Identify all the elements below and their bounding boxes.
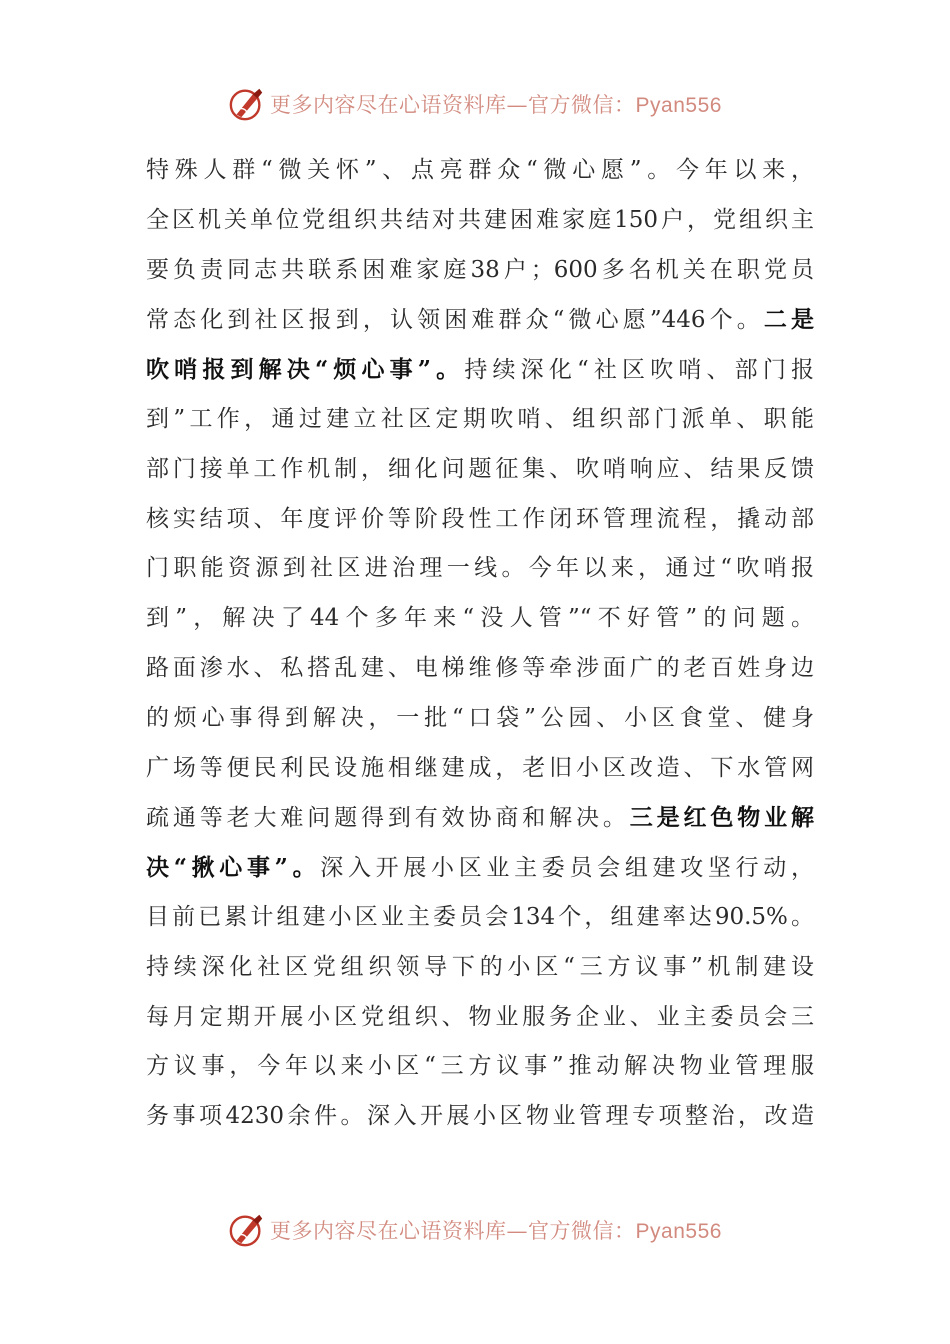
text-segment: 方议事，今年以来小区“三方议事”推动解决物业管理服 xyxy=(146,1053,814,1080)
text-line xyxy=(146,744,814,794)
text-line xyxy=(146,345,814,395)
text-segment: 到”工作，通过建立社区定期吹哨、组织部门派单、职能 xyxy=(146,405,814,432)
banner-text xyxy=(270,1215,722,1245)
text-line xyxy=(146,1092,814,1142)
header-banner xyxy=(0,84,950,124)
text-segment: 要负责同志共联系困难家庭38户；600多名机关在职党员 xyxy=(146,256,814,283)
pen-logo-icon xyxy=(228,85,266,123)
text-line xyxy=(146,544,814,594)
pen-logo-icon xyxy=(228,1211,266,1249)
text-line xyxy=(146,295,814,345)
text-segment: 到”，解决了44个多年来“没人管”“不好管”的问题。 xyxy=(146,605,814,632)
bold-heading-segment: 吹哨报到解决“烦心事”。 xyxy=(146,356,465,384)
text-segment: 务事项4230余件。深入开展小区物业管理专项整治，改造 xyxy=(146,1103,814,1130)
text-line xyxy=(146,445,814,495)
text-segment: 持续深化社区党组织领导下的小区“三方议事”机制建设 xyxy=(146,953,814,980)
text-line xyxy=(146,943,814,993)
text-segment: 目前已累计组建小区业主委员会134个，组建率达90.5%。 xyxy=(146,903,814,930)
bold-heading-segment: 三是红色物业解 xyxy=(629,804,814,832)
document-body xyxy=(146,146,814,1142)
text-line xyxy=(146,495,814,545)
text-segment: 常态化到社区报到，认领困难群众“微心愿”446个。 xyxy=(146,307,764,334)
text-segment: 疏通等老大难问题得到有效协商和解决。 xyxy=(146,805,630,832)
text-line xyxy=(146,1042,814,1092)
banner-wechat-id: Pyan556 xyxy=(635,1220,722,1243)
text-line xyxy=(146,843,814,893)
bold-heading-segment: 二是 xyxy=(763,306,814,334)
text-line xyxy=(146,694,814,744)
text-line xyxy=(146,793,814,843)
text-segment: 门职能资源到社区进治理一线。今年以来，通过“吹哨报 xyxy=(146,555,814,582)
text-segment: 路面渗水、私搭乱建、电梯维修等牵涉面广的老百姓身边 xyxy=(146,654,814,681)
text-line xyxy=(146,146,814,196)
banner-text-cn: 更多内容尽在心语资料库—官方微信： xyxy=(270,1219,636,1243)
text-line xyxy=(146,644,814,694)
banner-wechat-id: Pyan556 xyxy=(635,94,722,117)
text-line xyxy=(146,246,814,296)
text-segment: 部门接单工作机制，细化问题征集、吹哨响应、结果反馈 xyxy=(146,455,814,482)
text-line xyxy=(146,196,814,246)
text-segment: 每月定期开展小区党组织、物业服务企业、业主委员会三 xyxy=(146,1003,814,1030)
banner-text xyxy=(270,89,722,119)
text-segment: 广场等便民利民设施相继建成，老旧小区改造、下水管网 xyxy=(146,754,814,781)
banner-text-cn: 更多内容尽在心语资料库—官方微信： xyxy=(270,93,636,117)
text-segment: 全区机关单位党组织共结对共建困难家庭150户，党组织主 xyxy=(146,206,814,233)
text-line xyxy=(146,893,814,943)
footer-banner xyxy=(0,1210,950,1250)
text-segment: 深入开展小区业主委员会组建攻坚行动， xyxy=(320,855,814,882)
text-line xyxy=(146,993,814,1043)
text-segment: 特殊人群“微关怀”、点亮群众“微心愿”。今年以来， xyxy=(146,157,814,183)
bold-heading-segment: 决“揪心事”。 xyxy=(146,854,321,882)
text-line xyxy=(146,594,814,644)
text-segment: 核实结项、年度评价等阶段性工作闭环管理流程，撬动部 xyxy=(146,505,814,532)
text-segment: 持续深化“社区吹哨、部门报 xyxy=(464,357,814,384)
text-line xyxy=(146,395,814,445)
text-segment: 的烦心事得到解决，一批“口袋”公园、小区食堂、健身 xyxy=(146,704,814,731)
